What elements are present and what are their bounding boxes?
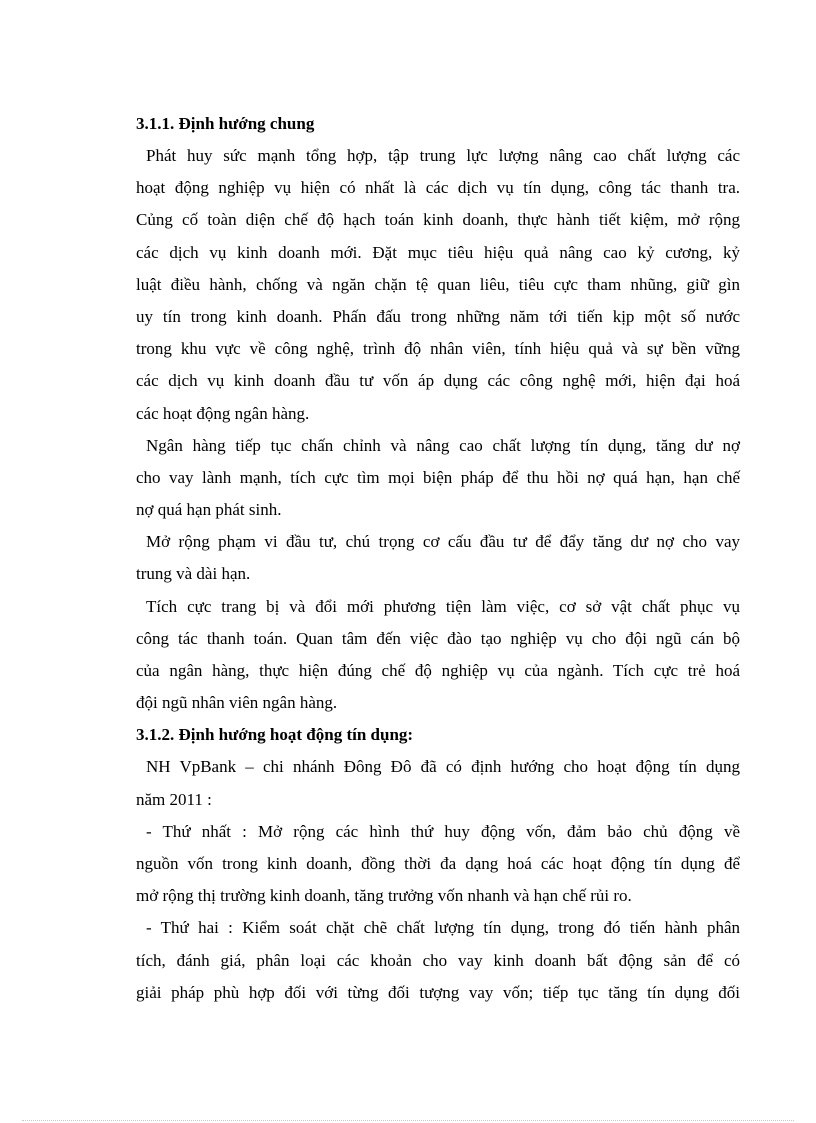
text-line: trung và dài hạn. <box>136 564 251 584</box>
text-line: - Thứ nhất : Mở rộng các hình thứ huy động vốn, đảm bảo chủ động về <box>146 821 740 841</box>
text-line: tích, đánh giá, phân loại các khoản cho vay kinh doanh bất động sản để có <box>136 950 740 970</box>
text-line: nợ quá hạn phát sinh. <box>136 500 282 520</box>
text-line: - Thứ hai : Kiểm soát chặt chẽ chất lượng tín dụng, trong đó tiến hành phân <box>146 918 740 938</box>
text-line: nguồn vốn trong kinh doanh, đồng thời đa dạng hoá các hoạt động tín dụng để <box>136 853 740 873</box>
text-line: các dịch vụ kinh doanh đầu tư vốn áp dụng các công nghệ mới, hiện đại hoá <box>136 371 740 391</box>
paragraph <box>136 912 740 1009</box>
text-line: Phát huy sức mạnh tổng hợp, tập trung lực lượng nâng cao chất lượng các <box>146 146 740 165</box>
text-line: trong khu vực về công nghệ, trình độ nhân viên, tính hiệu quả và sự bền vững <box>136 339 740 359</box>
text-line: giải pháp phù hợp đối với từng đối tượng vay vốn; tiếp tục tăng tín dụng đối <box>136 982 740 1002</box>
document-body <box>136 108 740 1009</box>
text-line: luật điều hành, chống và ngăn chặn tệ quan liêu, tiêu cực tham nhũng, giữ gìn <box>136 274 740 294</box>
text-line: các hoạt động ngân hàng. <box>136 403 310 423</box>
paragraph <box>136 140 740 430</box>
text-line: các dịch vụ kinh doanh mới. Đặt mục tiêu hiệu quả nâng cao kỷ cương, kỷ <box>136 242 740 262</box>
text-line: Củng cố toàn diện chế độ hạch toán kinh doanh, thực hành tiết kiệm, mở rộng <box>136 210 740 230</box>
text-line: năm 2011 : <box>136 789 212 809</box>
text-line: Mở rộng phạm vi đầu tư, chú trọng cơ cấu đầu tư để đẩy tăng dư nợ cho vay <box>146 532 740 552</box>
text-line: Tích cực trang bị và đổi mới phương tiện làm việc, cơ sở vật chất phục vụ <box>146 596 740 616</box>
paragraph <box>136 526 740 590</box>
text-line: đội ngũ nhân viên ngân hàng. <box>136 693 338 713</box>
text-line: Ngân hàng tiếp tục chấn chỉnh và nâng cao chất lượng tín dụng, tăng dư nợ <box>146 435 740 455</box>
text-line: NH VpBank – chi nhánh Đông Đô đã có định hướng cho hoạt động tín dụng <box>146 757 740 777</box>
paragraph <box>136 591 740 720</box>
paragraph <box>136 751 740 815</box>
page-bottom-divider <box>22 1120 794 1121</box>
section-heading-3-1-2: 3.1.2. Định hướng hoạt động tín dụng: <box>136 725 414 745</box>
text-line: công tác thanh toán. Quan tâm đến việc đào tạo nghiệp vụ cho đội ngũ cán bộ <box>136 628 740 648</box>
text-line: cho vay lành mạnh, tích cực tìm mọi biện pháp để thu hồi nợ quá hạn, hạn chế <box>136 467 740 487</box>
paragraph <box>136 816 740 913</box>
paragraph <box>136 430 740 527</box>
text-line: uy tín trong kinh doanh. Phấn đấu trong những năm tới tiến kịp một số nước <box>136 306 740 326</box>
text-line: hoạt động nghiệp vụ hiện có nhất là các dịch vụ tín dụng, công tác thanh tra. <box>136 178 740 198</box>
text-line: của ngân hàng, thực hiện đúng chế độ nghiệp vụ của ngành. Tích cực trẻ hoá <box>136 661 740 680</box>
section-heading-3-1-1: 3.1.1. Định hướng chung <box>136 114 315 133</box>
text-line: mở rộng thị trường kinh doanh, tăng trưởng vốn nhanh và hạn chế rủi ro. <box>136 886 632 906</box>
